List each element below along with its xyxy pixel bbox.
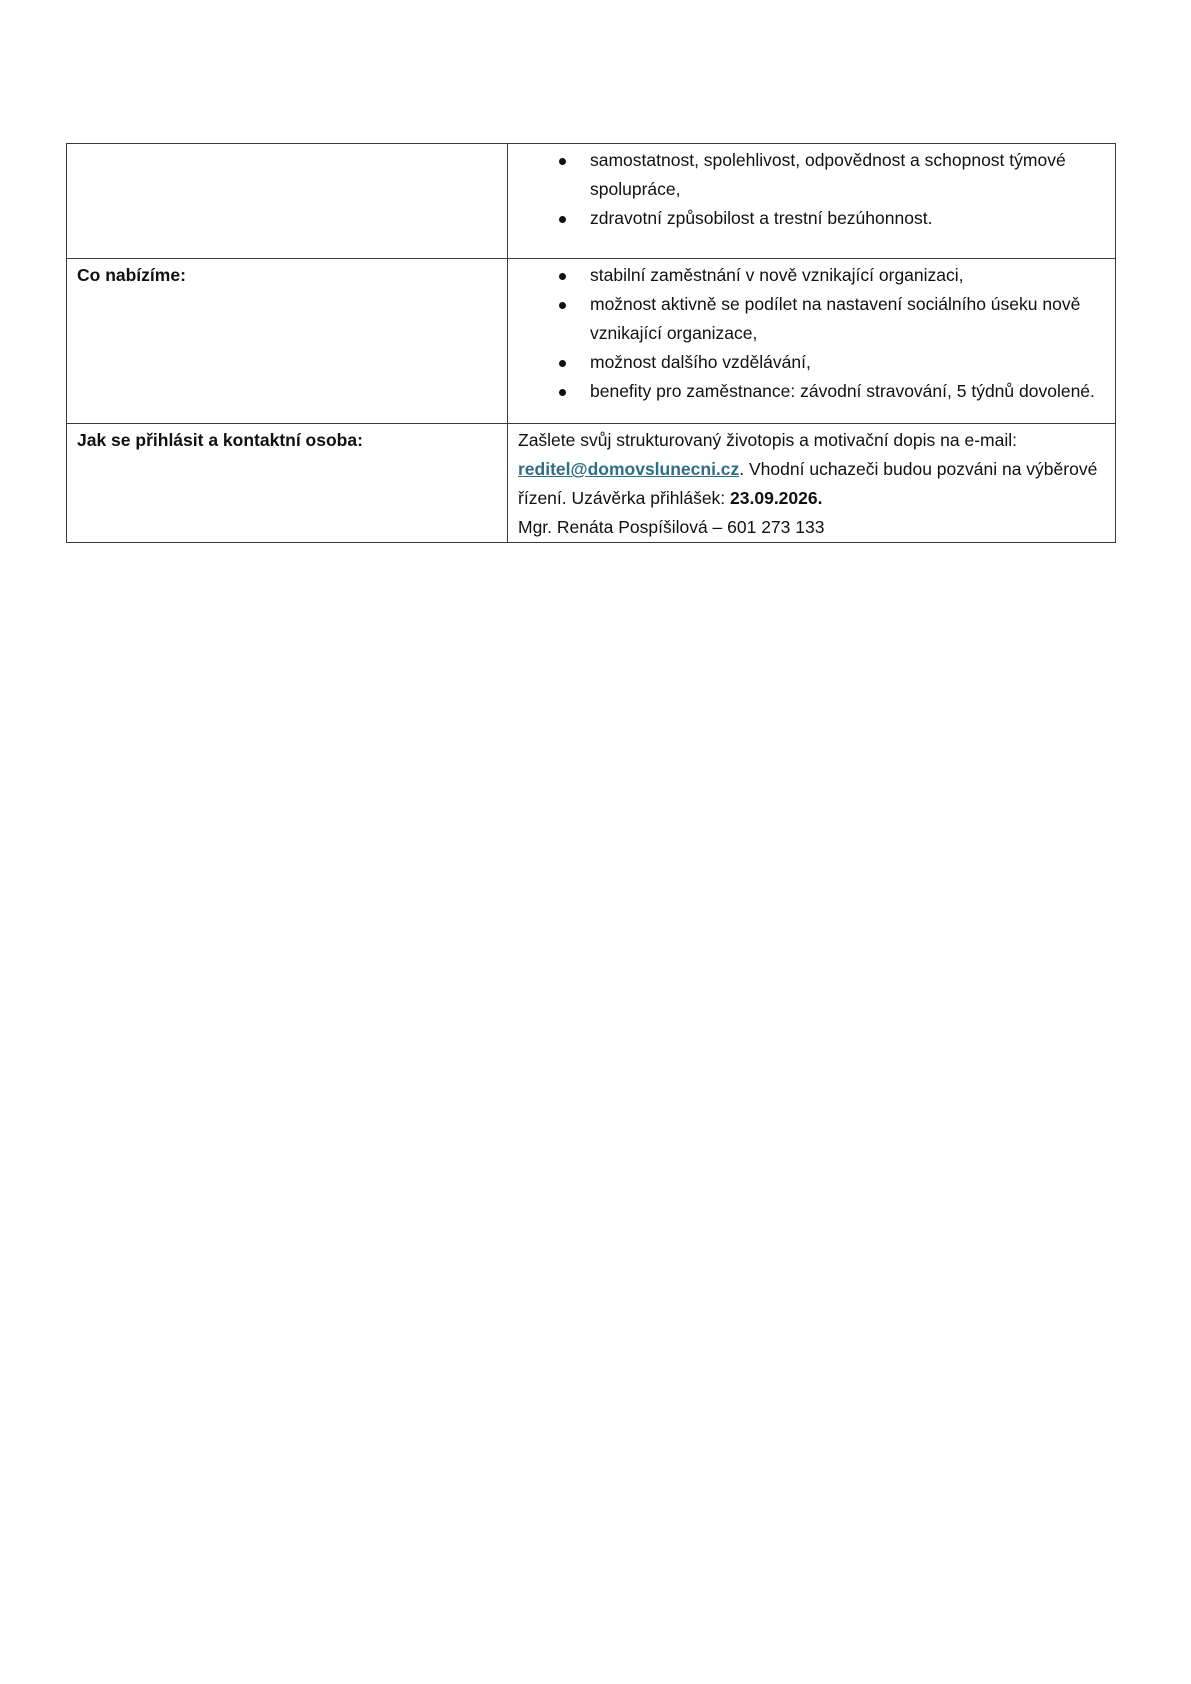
list-item-text: samostatnost, spolehlivost, odpovědnost a schopnost týmové spolupráce, (590, 150, 1066, 199)
table-row-requirements (67, 144, 1116, 259)
row-label: Jak se přihlásit a kontaktní osoba: (67, 424, 508, 543)
requirements-list (518, 146, 1105, 233)
bullet-icon (559, 158, 566, 165)
list-item (518, 377, 1105, 406)
bullet-icon (559, 360, 566, 367)
bullet-icon (559, 273, 566, 280)
list-item (518, 146, 1105, 204)
row-label: Co nabízíme: (67, 259, 508, 424)
list-item (518, 261, 1105, 290)
row-label (67, 144, 508, 259)
application-intro: Zašlete svůj strukturovaný životopis a motivační dopis na e-mail: (518, 430, 1017, 450)
list-item-text: možnost aktivně se podílet na nastavení sociálního úseku nově vznikající organizace, (590, 294, 1081, 343)
application-text (518, 430, 1097, 508)
table-row-contact (67, 424, 1116, 543)
job-offer-table (66, 143, 1116, 543)
list-item (518, 290, 1105, 348)
email-link[interactable]: reditel@domovslunecni.cz (518, 459, 740, 479)
list-item-text: zdravotní způsobilost a trestní bezúhonnost. (590, 208, 933, 228)
list-item (518, 348, 1105, 377)
table-row-offer (67, 259, 1116, 424)
row-content (508, 144, 1116, 259)
row-content (508, 259, 1116, 424)
bullet-icon (559, 389, 566, 396)
list-item (518, 204, 1105, 233)
application-instructions: . Vhodní uchazeči budou pozváni na výběrové řízení. Uzávěrka přihlášek: (518, 459, 1098, 508)
contact-person: Mgr. Renáta Pospíšilová – 601 273 133 (518, 517, 825, 537)
list-item-text: benefity pro zaměstnance: závodní stravování, 5 týdnů dovolené. (590, 381, 1095, 401)
deadline-date: 23.09.2026. (730, 488, 823, 508)
row-content (508, 424, 1116, 543)
bullet-icon (559, 302, 566, 309)
list-item-text: stabilní zaměstnání v nově vznikající organizaci, (590, 265, 964, 285)
bullet-icon (559, 216, 566, 223)
offer-list (518, 261, 1105, 406)
list-item-text: možnost dalšího vzdělávání, (590, 352, 811, 372)
